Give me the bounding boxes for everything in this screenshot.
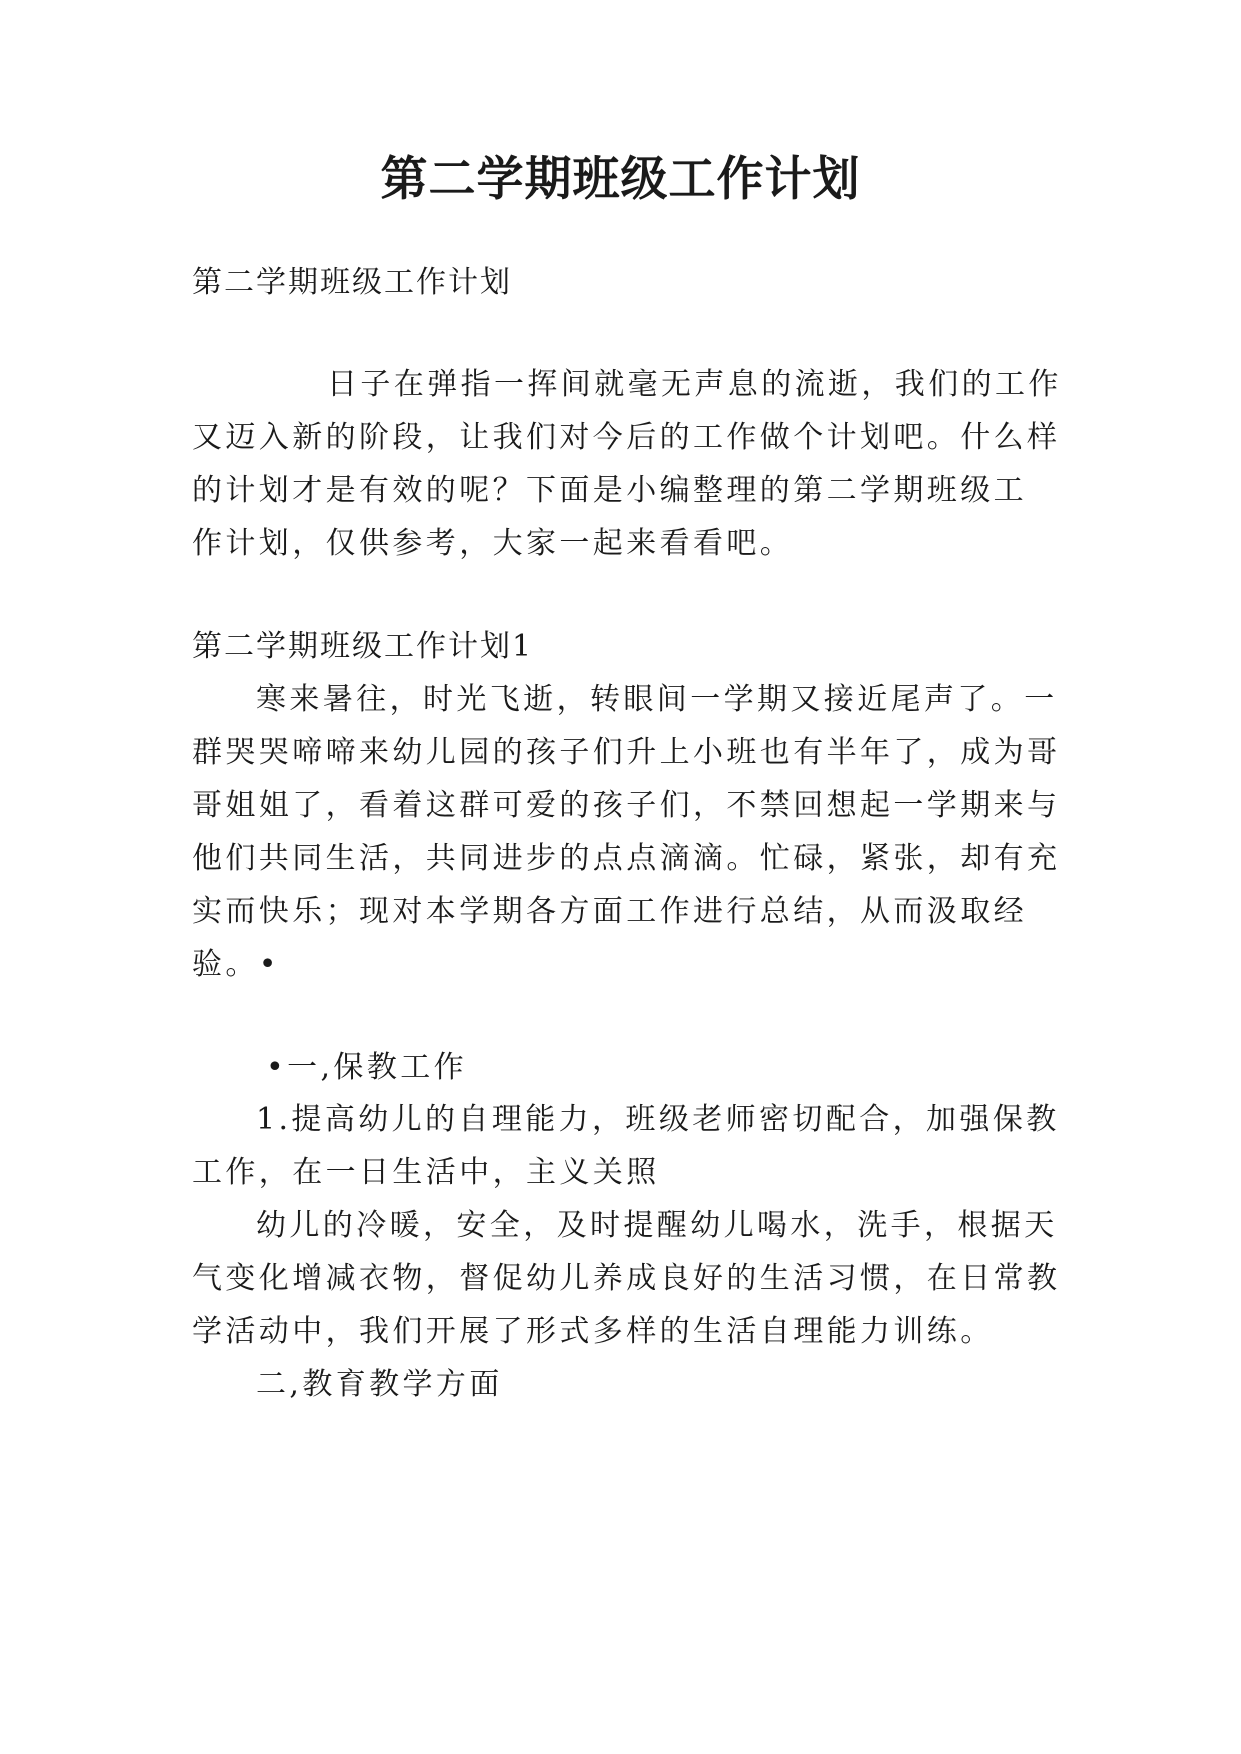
document-title: 第二学期班级工作计划 — [380, 152, 861, 207]
part1-item-line: 工作，在一日生活中，主义关照 — [192, 1155, 660, 1190]
document-subtitle: 第二学期班级工作计划 — [192, 265, 512, 300]
section-line: 他们共同生活，共同进步的点点滴滴。忙碌，紧张，却有充 — [192, 841, 1061, 876]
section-line: 实而快乐；现对本学期各方面工作进行总结，从而汲取经 — [192, 894, 1027, 929]
section-heading: 第二学期班级工作计划1 — [192, 629, 534, 664]
part1-body-line: 学活动中，我们开展了形式多样的生活自理能力训练。 — [192, 1314, 994, 1349]
intro-line: 的计划才是有效的呢？下面是小编整理的第二学期班级工 — [192, 473, 1027, 508]
part1-heading: •一,保教工作 — [266, 1050, 468, 1085]
intro-line: 日子在弹指一挥间就毫无声息的流逝，我们的工作 — [327, 367, 1062, 402]
section-line: 验。• — [192, 947, 280, 982]
section-line: 寒来暑往，时光飞逝，转眼间一学期又接近尾声了。一 — [256, 682, 1058, 717]
part1-item-line: 1.提高幼儿的自理能力，班级老师密切配合，加强保教 — [256, 1102, 1060, 1137]
intro-line: 又迈入新的阶段，让我们对今后的工作做个计划吧。什么样 — [192, 420, 1061, 455]
section-line: 群哭哭啼啼来幼儿园的孩子们升上小班也有半年了，成为哥 — [192, 735, 1061, 770]
part2-heading: 二,教育教学方面 — [256, 1367, 503, 1402]
part1-body-line: 气变化增减衣物，督促幼儿养成良好的生活习惯，在日常教 — [192, 1261, 1061, 1296]
section-line: 哥姐姐了，看着这群可爱的孩子们，不禁回想起一学期来与 — [192, 788, 1061, 823]
part1-body-line: 幼儿的冷暖，安全，及时提醒幼儿喝水，洗手，根据天 — [256, 1208, 1058, 1243]
intro-line: 作计划，仅供参考，大家一起来看看吧。 — [192, 526, 794, 561]
